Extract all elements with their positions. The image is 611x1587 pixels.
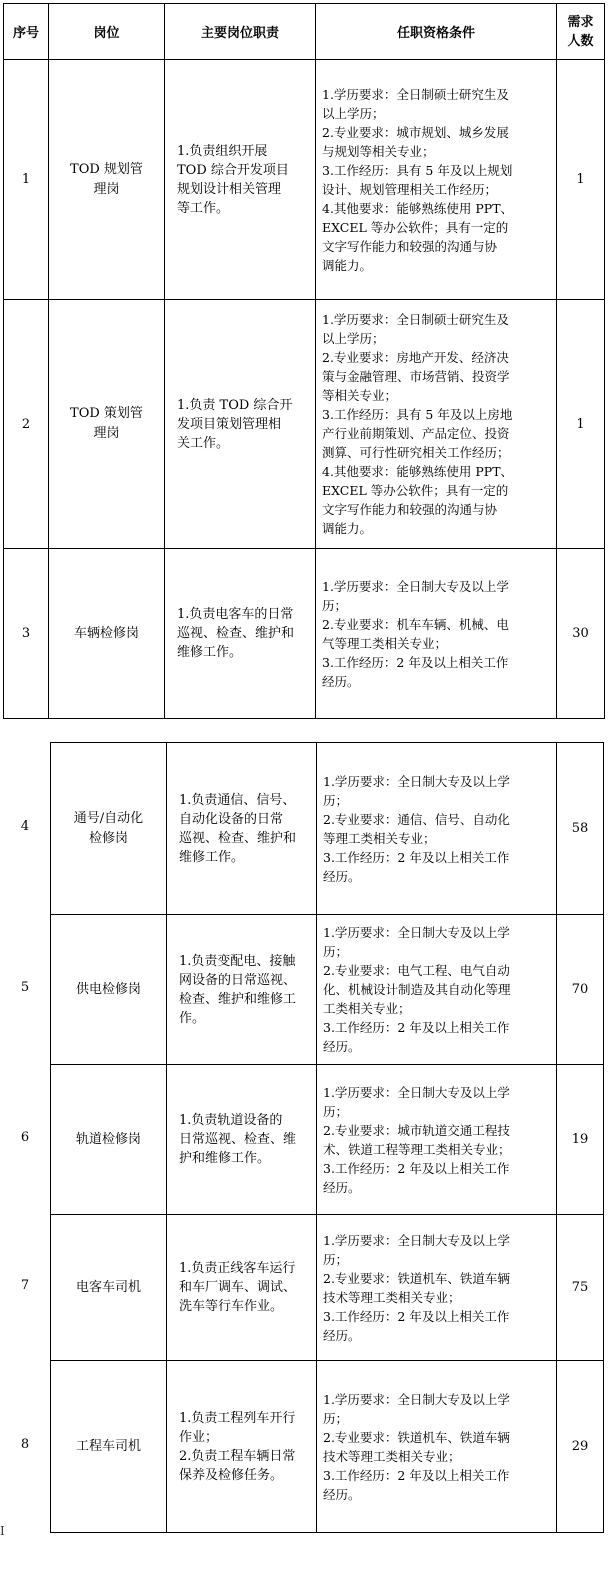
post-name (49, 549, 165, 719)
post-name (51, 1215, 167, 1361)
requirements-text-line: 3.工作经历：具有 5 年及以上房地 (322, 407, 513, 422)
recruitment-table-page-2 (50, 742, 604, 1533)
requirements-text-line: 与规划等相关专业； (322, 143, 435, 159)
post-name (49, 60, 165, 300)
row-number: 4 (20, 819, 30, 834)
requirements-text-line: 化、机械设计制造及其自动化等理 (323, 982, 511, 997)
requirements-text-line: 1.学历要求：全日制大专及以上学 (323, 925, 510, 940)
duty-text-line: 作业； (179, 1429, 219, 1445)
post-name (51, 1361, 167, 1533)
duty-text-line: 1.负责 TOD 综合开 (177, 397, 293, 413)
requirements-text (316, 60, 557, 300)
requirements-text (317, 743, 557, 915)
table-row (51, 1361, 604, 1533)
requirements-text-line: 策与金融管理、市场营销、投资学 (322, 369, 510, 384)
post-name (49, 300, 165, 549)
requirements-text-line: 3.工作经历：2 年及以上相关工作 (323, 1467, 510, 1483)
duty-text-line: 1.负责工程列车开行 (179, 1410, 296, 1426)
requirements-text-line: 工类相关专业； (323, 1001, 411, 1016)
requirements-text (317, 1215, 557, 1361)
requirements-text-line: 2.专业要求：铁道机车、铁道车辆 (323, 1270, 510, 1286)
table-header-row (4, 4, 605, 60)
header-count (557, 4, 605, 60)
headcount: 1 (557, 300, 605, 549)
table-row (4, 300, 605, 549)
requirements-text-line: 1.学历要求：全日制硕士研究生及 (322, 312, 509, 327)
duty-text-line: 1.负责通信、信号、 (179, 792, 296, 808)
duty-text-line: 自动化设备的日常 (179, 811, 284, 827)
requirements-text-line: 3.工作经历：2 年及以上相关工作 (322, 654, 509, 670)
requirements-text-line: 历； (323, 1251, 349, 1267)
requirements-text-line: 历； (323, 792, 349, 808)
requirements-text (317, 1361, 557, 1533)
duty-text-line: 检查、维护和维修工 (179, 991, 297, 1007)
table-row (4, 60, 605, 300)
requirements-text-line: 3.工作经历：2 年及以上相关工作 (323, 849, 510, 865)
requirements-text-line: 2.专业要求：城市规划、城乡发展 (322, 124, 509, 140)
requirements-text-line: 以上学历； (322, 105, 385, 121)
requirements-text-line: 等相关专业； (322, 388, 398, 403)
requirements-text-line: 2.专业要求：电气工程、电气自动 (323, 963, 510, 978)
duty-text-line: 巡视、检查、维护和 (179, 830, 297, 846)
header-count-line: 人数 (567, 33, 594, 49)
post-name-line: 轨道检修岗 (75, 1131, 141, 1147)
requirements-text-line: 4.其他要求：能够熟练使用 PPT、 (322, 464, 514, 479)
duty-text-line: 作。 (179, 1010, 206, 1026)
requirements-text-line: 2.专业要求：房地产开发、经济决 (322, 350, 509, 365)
requirements-text-line: 经历。 (322, 673, 360, 689)
requirements-text-line: 3.工作经历：2 年及以上相关工作 (323, 1308, 510, 1324)
post-name-line: TOD 规划管 (70, 161, 143, 177)
requirements-text-line: 产行业前期策划、产品定位、投资 (322, 426, 510, 441)
requirements-text-line: 3.工作经历：具有 5 年及以上规划 (322, 162, 513, 178)
post-name-line: 检修岗 (88, 830, 128, 846)
requirements-text-line: 2.专业要求：通信、信号、自动化 (323, 811, 510, 827)
row-number: 7 (20, 1278, 30, 1293)
requirements-text-line: 术、铁道工程等理工类相关专业； (323, 1141, 511, 1157)
duty-text-line: 维修工作。 (179, 849, 245, 865)
duty-text-line: 和车厂调车、调试、 (179, 1280, 297, 1295)
row-number: 5 (20, 980, 30, 995)
headcount: 70 (557, 915, 604, 1065)
requirements-text-line: 2.专业要求：机车车辆、机械、电 (322, 616, 509, 632)
requirements-text-line: 测算、可行性研究相关工作经历； (322, 445, 510, 460)
header-post: 岗位 (49, 4, 165, 60)
duty-text-line: 等工作。 (177, 200, 230, 216)
requirements-text-line: 历； (323, 1103, 349, 1119)
duty-text-line: 1.负责正线客车运行 (179, 1261, 296, 1276)
requirements-text-line: 设计、规划管理相关工作经历； (322, 181, 498, 197)
duty-text-line: 关工作。 (177, 435, 230, 451)
header-count-line: 需求 (567, 14, 594, 30)
row-number: 2 (4, 300, 49, 549)
stray-mark: I (0, 1524, 5, 1538)
requirements-text-line: 历； (322, 597, 348, 613)
duty-text (167, 1215, 317, 1361)
requirements-text-line: 文字写作能力和较强的沟通与协 (322, 238, 498, 254)
post-name-line: 理岗 (93, 426, 120, 441)
headcount: 30 (557, 549, 605, 719)
requirements-text-line: 等理工类相关专业； (323, 830, 436, 846)
duty-text-line: 日常巡视、检查、维 (179, 1132, 297, 1147)
table-row (51, 1215, 604, 1361)
requirements-text-line: 文字写作能力和较强的沟通与协 (322, 502, 498, 517)
requirements-text (317, 915, 557, 1065)
header-no: 序号 (4, 4, 49, 60)
requirements-text (316, 300, 557, 549)
header-duty: 主要岗位职责 (165, 4, 316, 60)
requirements-text-line: EXCEL 等办公软件；具有一定的 (322, 219, 509, 235)
requirements-text-line: 3.工作经历：2 年及以上相关工作 (323, 1020, 510, 1035)
duty-text-line: 巡视、检查、维护和 (177, 626, 295, 641)
duty-text-line: 1.负责变配电、接触 (179, 953, 296, 969)
post-name-line: 电客车司机 (75, 1279, 141, 1295)
requirements-text-line: 经历。 (323, 1179, 361, 1195)
duty-text-line: TOD 综合开发项目 (177, 162, 289, 178)
table-row (51, 915, 604, 1065)
duty-text (165, 60, 316, 300)
post-name-line: 工程车司机 (75, 1438, 141, 1454)
duty-text (167, 1361, 317, 1533)
duty-text-line: 规划设计相关管理 (177, 181, 282, 197)
duty-text-line: 网设备的日常巡视、 (179, 972, 297, 988)
post-name-line: 车辆检修岗 (73, 625, 139, 641)
table-row (51, 743, 604, 915)
requirements-text-line: 1.学历要求：全日制大专及以上学 (322, 578, 509, 594)
duty-text (165, 549, 316, 719)
duty-text-line: 保养及检修任务。 (179, 1467, 284, 1483)
duty-text (165, 300, 316, 549)
duty-text (167, 915, 317, 1065)
requirements-text (317, 1065, 557, 1215)
requirements-text-line: 1.学历要求：全日制大专及以上学 (323, 1232, 510, 1248)
post-name (51, 743, 167, 915)
duty-text-line: 1.负责电客车的日常 (177, 607, 294, 622)
requirements-text-line: 以上学历； (322, 331, 385, 346)
row-number: 6 (20, 1130, 30, 1145)
duty-text-line: 维修工作。 (177, 645, 243, 660)
row-number: 3 (4, 549, 49, 719)
requirements-text-line: 历； (323, 1410, 349, 1426)
headcount: 29 (557, 1361, 604, 1533)
headcount: 58 (557, 743, 604, 915)
post-name (51, 915, 167, 1065)
duty-text-line: 1.负责组织开展 (177, 143, 268, 159)
requirements-text-line: 历； (323, 944, 349, 959)
table-row (51, 1065, 604, 1215)
requirements-text-line: 技术等理工类相关专业； (323, 1448, 461, 1464)
requirements-text-line: 2.专业要求：铁道机车、铁道车辆 (323, 1429, 510, 1445)
requirements-text (316, 549, 557, 719)
requirements-text-line: 2.专业要求：城市轨道交通工程技 (323, 1122, 510, 1138)
duty-text-line: 洗车等行车作业。 (179, 1299, 284, 1314)
duty-text-line: 护和维修工作。 (179, 1151, 271, 1166)
duty-text-line: 1.负责轨道设备的 (179, 1113, 283, 1128)
post-name (51, 1065, 167, 1215)
duty-text-line: 发项目策划管理相 (177, 416, 282, 432)
requirements-text-line: 调能力。 (322, 521, 373, 536)
post-name-line: 通号/自动化 (73, 810, 144, 826)
requirements-text-line: 1.学历要求：全日制大专及以上学 (323, 1391, 510, 1407)
duty-text (167, 1065, 317, 1215)
requirements-text-line: 1.学历要求：全日制硕士研究生及 (322, 86, 509, 102)
requirements-text-line: 3.工作经历：2 年及以上相关工作 (323, 1160, 510, 1176)
row-number: 8 (20, 1437, 30, 1452)
duty-text (167, 743, 317, 915)
requirements-text-line: 气等理工类相关专业； (322, 635, 448, 651)
requirements-text-line: 技术等理工类相关专业； (323, 1289, 461, 1305)
requirements-text-line: 经历。 (323, 1039, 361, 1054)
table-row (4, 549, 605, 719)
post-name-line: TOD 策划管 (70, 406, 143, 421)
requirements-text-line: 经历。 (323, 1327, 361, 1343)
requirements-text-line: 1.学历要求：全日制大专及以上学 (323, 1084, 510, 1100)
headcount: 19 (557, 1065, 604, 1215)
headcount: 75 (557, 1215, 604, 1361)
requirements-text-line: 4.其他要求：能够熟练使用 PPT、 (322, 200, 514, 216)
requirements-text-line: 调能力。 (322, 257, 373, 273)
recruitment-table-page-1 (3, 3, 605, 719)
headcount: 1 (557, 60, 605, 300)
header-requirements: 任职资格条件 (316, 4, 557, 60)
post-name-line: 供电检修岗 (75, 981, 141, 997)
duty-text-line: 2.负责工程车辆日常 (179, 1448, 296, 1464)
requirements-text-line: EXCEL 等办公软件；具有一定的 (322, 483, 509, 498)
row-number: 1 (4, 60, 49, 300)
requirements-text-line: 经历。 (323, 868, 361, 884)
requirements-text-line: 经历。 (323, 1486, 361, 1502)
requirements-text-line: 1.学历要求：全日制大专及以上学 (323, 773, 510, 789)
post-name-line: 理岗 (93, 181, 120, 197)
